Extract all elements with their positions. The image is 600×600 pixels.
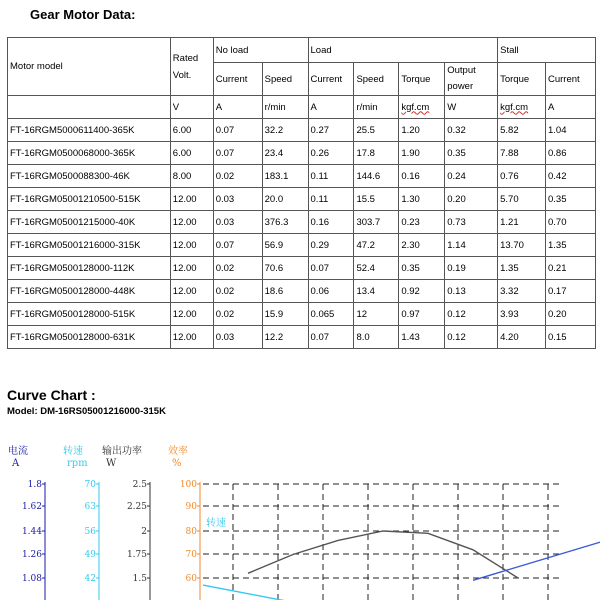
table-cell: 1.20: [399, 119, 445, 142]
header-load-torque: Torque: [399, 63, 445, 96]
tick-label: 2.25: [126, 502, 147, 512]
table-cell: 1.90: [399, 142, 445, 165]
unit-kgf: kgf.cm: [399, 96, 445, 119]
table-cell: 0.03: [213, 211, 262, 234]
table-row: [8, 326, 596, 349]
curve-chart: [0, 430, 600, 600]
table-cell: 0.73: [445, 211, 498, 234]
table-cell: 0.20: [546, 303, 596, 326]
table-cell: 12: [354, 303, 399, 326]
table-cell: 0.70: [546, 211, 596, 234]
table-cell: 18.6: [262, 280, 308, 303]
table-cell: 15.5: [354, 188, 399, 211]
tick-label: 2: [141, 527, 147, 537]
motor-model-cell: FT-16RGM05001210500-515K: [8, 188, 171, 211]
table-cell: 15.9: [262, 303, 308, 326]
table-cell: 12.00: [170, 303, 213, 326]
header-noload-speed: Speed: [262, 63, 308, 96]
table-cell: 1.35: [546, 234, 596, 257]
table-cell: 52.4: [354, 257, 399, 280]
table-cell: 0.26: [308, 142, 354, 165]
axis-label: 输出功率: [102, 446, 142, 457]
axis-unit: %: [172, 458, 182, 469]
unit-blank: [8, 96, 171, 119]
header-load-current: Current: [308, 63, 354, 96]
table-row: [8, 188, 596, 211]
table-cell: 0.35: [399, 257, 445, 280]
unit-w: W: [445, 96, 498, 119]
table-cell: 0.32: [445, 119, 498, 142]
table-cell: 0.76: [498, 165, 546, 188]
header-output-power: Output power: [445, 63, 498, 96]
tick-label: 90: [185, 502, 197, 512]
table-cell: 25.5: [354, 119, 399, 142]
motor-model-cell: FT-16RGM0500068000-365K: [8, 142, 171, 165]
table-cell: 0.29: [308, 234, 354, 257]
series-line: [203, 585, 338, 600]
table-cell: 7.88: [498, 142, 546, 165]
table-cell: 1.04: [546, 119, 596, 142]
table-cell: 20.0: [262, 188, 308, 211]
table-cell: 1.30: [399, 188, 445, 211]
table-cell: 183.1: [262, 165, 308, 188]
table-cell: 70.6: [262, 257, 308, 280]
table-cell: 3.32: [498, 280, 546, 303]
unit-kgf: kgf.cm: [498, 96, 546, 119]
motor-model-cell: FT-16RGM5000611400-365K: [8, 119, 171, 142]
table-cell: 12.2: [262, 326, 308, 349]
table-cell: 1.21: [498, 211, 546, 234]
table-cell: 0.065: [308, 303, 354, 326]
axis-unit: rpm: [67, 458, 88, 469]
table-cell: 0.07: [213, 142, 262, 165]
table-row: [8, 257, 596, 280]
motor-model-cell: FT-16RGM05001216000-315K: [8, 234, 171, 257]
table-cell: 0.86: [546, 142, 596, 165]
table-cell: 47.2: [354, 234, 399, 257]
axis-label: 转速: [63, 446, 83, 457]
table-cell: 0.19: [445, 257, 498, 280]
header-load: Load: [308, 38, 498, 63]
tick-label: 49: [84, 550, 96, 560]
tick-label: 1.44: [21, 527, 42, 537]
table-cell: 0.07: [308, 257, 354, 280]
table-cell: 5.82: [498, 119, 546, 142]
unit-a: A: [213, 96, 262, 119]
table-cell: 0.02: [213, 257, 262, 280]
tick-label: 1.5: [132, 574, 147, 584]
table-cell: 0.16: [308, 211, 354, 234]
table-cell: 0.27: [308, 119, 354, 142]
table-cell: 0.15: [546, 326, 596, 349]
tick-label: 1.62: [21, 502, 42, 512]
table-cell: 0.21: [546, 257, 596, 280]
unit-rmin: r/min: [262, 96, 308, 119]
table-cell: 0.35: [445, 142, 498, 165]
table-cell: 303.7: [354, 211, 399, 234]
tick-label: 63: [84, 502, 96, 512]
table-cell: 1.43: [399, 326, 445, 349]
table-cell: 0.07: [213, 119, 262, 142]
table-row: [8, 165, 596, 188]
tick-label: 100: [179, 480, 197, 490]
header-motor-model: Motor model: [8, 38, 171, 96]
table-cell: 0.17: [546, 280, 596, 303]
table-cell: 12.00: [170, 326, 213, 349]
table-cell: 13.4: [354, 280, 399, 303]
axis-unit: A: [12, 458, 20, 469]
table-cell: 4.20: [498, 326, 546, 349]
table-cell: 0.02: [213, 280, 262, 303]
table-cell: 144.6: [354, 165, 399, 188]
table-cell: 0.02: [213, 165, 262, 188]
table-cell: 6.00: [170, 119, 213, 142]
curve-model-label: Model: DM-16RS05001216000-315K: [7, 406, 166, 417]
gear-motor-data-title: Gear Motor Data:: [30, 7, 136, 22]
table-cell: 0.13: [445, 280, 498, 303]
table-cell: 0.06: [308, 280, 354, 303]
tick-label: 42: [84, 574, 96, 584]
table-cell: 8.0: [354, 326, 399, 349]
table-cell: 0.03: [213, 188, 262, 211]
table-cell: 12.00: [170, 188, 213, 211]
table-cell: 2.30: [399, 234, 445, 257]
tick-label: 1.08: [21, 574, 42, 584]
speed-curve-label: 转速: [206, 518, 226, 529]
header-load-speed: Speed: [354, 63, 399, 96]
table-cell: 8.00: [170, 165, 213, 188]
table-cell: 1.35: [498, 257, 546, 280]
table-cell: 0.42: [546, 165, 596, 188]
table-cell: 56.9: [262, 234, 308, 257]
table-row: [8, 211, 596, 234]
table-cell: 0.11: [308, 165, 354, 188]
unit-volt: V: [170, 96, 213, 119]
header-noload-current: Current: [213, 63, 262, 96]
axis-label: 电流: [8, 446, 28, 457]
tick-label: 60: [185, 574, 197, 584]
header-no-load: No load: [213, 38, 308, 63]
table-cell: 0.07: [213, 234, 262, 257]
table-cell: 0.24: [445, 165, 498, 188]
table-cell: 17.8: [354, 142, 399, 165]
header-stall-current: Current: [546, 63, 596, 96]
motor-model-cell: FT-16RGM0500088300-46K: [8, 165, 171, 188]
table-cell: 32.2: [262, 119, 308, 142]
header-stall: Stall: [498, 38, 596, 63]
table-cell: 376.3: [262, 211, 308, 234]
unit-a: A: [546, 96, 596, 119]
table-row: [8, 119, 596, 142]
tick-label: 1.8: [27, 480, 42, 490]
tick-label: 2.5: [132, 480, 147, 490]
table-cell: 6.00: [170, 142, 213, 165]
table-cell: 12.00: [170, 234, 213, 257]
tick-label: 56: [84, 527, 96, 537]
table-cell: 12.00: [170, 280, 213, 303]
unit-rmin: r/min: [354, 96, 399, 119]
table-cell: 0.97: [399, 303, 445, 326]
motor-model-cell: FT-16RGM05001215000-40K: [8, 211, 171, 234]
motor-model-cell: FT-16RGM0500128000-448K: [8, 280, 171, 303]
header-rated-volt: Rated Volt.: [170, 38, 213, 96]
tick-label: 1.75: [126, 550, 147, 560]
table-cell: 0.02: [213, 303, 262, 326]
unit-a: A: [308, 96, 354, 119]
tick-label: 80: [185, 527, 197, 537]
table-row: [8, 142, 596, 165]
tick-label: 70: [185, 550, 197, 560]
axis-unit: W: [106, 458, 117, 469]
table-row: [8, 280, 596, 303]
table-cell: 0.23: [399, 211, 445, 234]
tick-label: 70: [84, 480, 96, 490]
table-cell: 0.35: [546, 188, 596, 211]
table-cell: 0.03: [213, 326, 262, 349]
motor-model-cell: FT-16RGM0500128000-112K: [8, 257, 171, 280]
table-cell: 0.11: [308, 188, 354, 211]
table-cell: 0.16: [399, 165, 445, 188]
table-cell: 12.00: [170, 211, 213, 234]
axis-label: 效率: [168, 446, 188, 457]
tick-label: 1.26: [21, 550, 42, 560]
table-cell: 0.92: [399, 280, 445, 303]
curve-chart-title: Curve Chart :: [7, 387, 96, 403]
table-cell: 0.07: [308, 326, 354, 349]
gear-motor-data-table: [7, 37, 596, 349]
motor-model-cell: FT-16RGM0500128000-515K: [8, 303, 171, 326]
table-cell: 0.12: [445, 303, 498, 326]
table-cell: 23.4: [262, 142, 308, 165]
table-cell: 3.93: [498, 303, 546, 326]
table-cell: 0.12: [445, 326, 498, 349]
table-cell: 13.70: [498, 234, 546, 257]
table-cell: 0.20: [445, 188, 498, 211]
series-line: [473, 526, 600, 580]
header-stall-torque: Torque: [498, 63, 546, 96]
motor-model-cell: FT-16RGM0500128000-631K: [8, 326, 171, 349]
table-row: [8, 303, 596, 326]
table-row: [8, 234, 596, 257]
table-cell: 5.70: [498, 188, 546, 211]
table-cell: 1.14: [445, 234, 498, 257]
table-cell: 12.00: [170, 257, 213, 280]
